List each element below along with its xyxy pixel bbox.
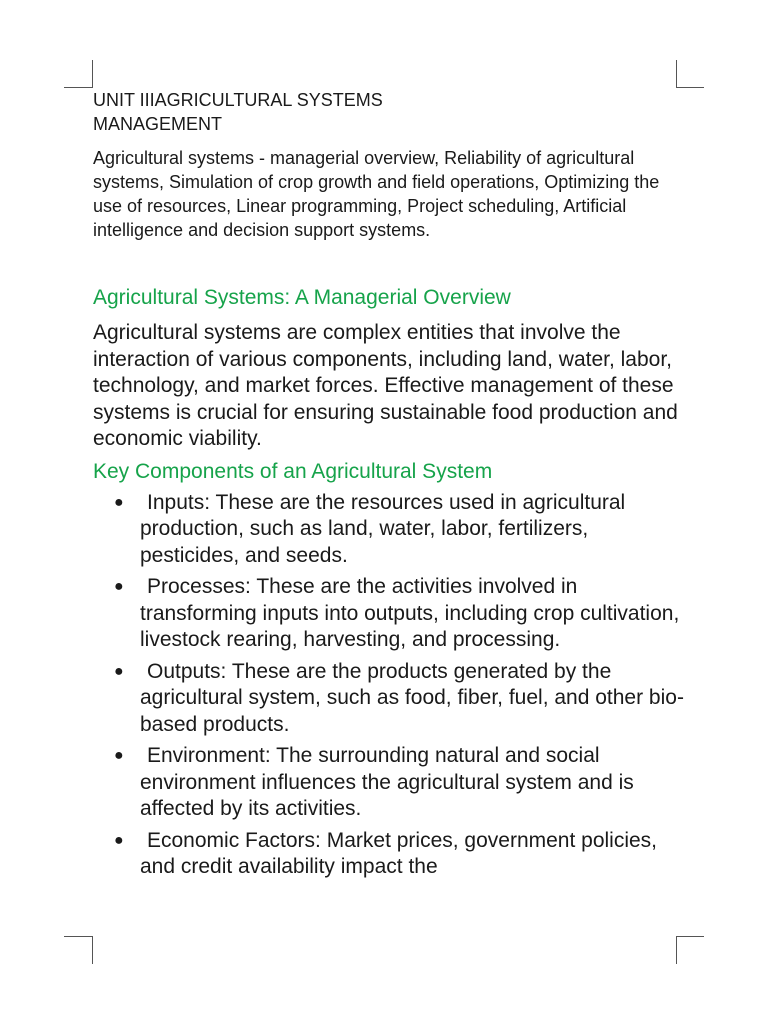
list-item-text: Inputs: These are the resources used in agricultural production, such as land, water, labor, fertilizers, pesticides, and seeds. bbox=[140, 490, 626, 567]
unit-title: UNIT IIIAGRICULTURAL SYSTEMS MANAGEMENT bbox=[93, 90, 383, 134]
page-content bbox=[93, 88, 693, 886]
list-item bbox=[93, 743, 693, 823]
bullet-icon: ● bbox=[114, 493, 124, 511]
list-item-text: Processes: These are the activities involved in transforming inputs into outputs, including crop cultivation, livestock rearing, harvesting, and processing. bbox=[140, 575, 680, 651]
crop-mark-top-right-vertical bbox=[676, 60, 677, 88]
crop-mark-top-left-vertical bbox=[92, 60, 93, 88]
crop-mark-bottom-right-horizontal bbox=[676, 936, 704, 937]
bullet-icon: ● bbox=[114, 747, 124, 764]
list-item bbox=[93, 659, 693, 739]
bullet-icon: ● bbox=[114, 662, 124, 680]
bullet-icon: ● bbox=[114, 578, 124, 595]
list-item bbox=[93, 490, 693, 570]
list-item-text: Environment: The surrounding natural and social environment influences the agricultural system and is affected by its activities. bbox=[140, 744, 634, 820]
crop-mark-top-left-horizontal bbox=[64, 87, 92, 88]
unit-summary: Agricultural systems - managerial overview, Reliability of agricultural systems, Simulation of crop growth and field operations, Optimizing the use of resources, Linear programming, Project scheduling, Artificial intelligence and decision support systems. bbox=[93, 148, 660, 240]
crop-mark-bottom-right-vertical bbox=[676, 936, 677, 964]
section-heading: Agricultural Systems: A Managerial Overview bbox=[93, 286, 511, 309]
crop-mark-bottom-left-horizontal bbox=[64, 936, 92, 937]
list-item bbox=[93, 574, 693, 654]
list-item-text: Outputs: These are the products generated by the agricultural system, such as food, fiber, fuel, and other bio-based products. bbox=[140, 659, 684, 736]
components-subheading: Key Components of an Agricultural System bbox=[93, 459, 493, 483]
bullet-icon: ● bbox=[114, 831, 124, 849]
list-item-text: Economic Factors: Market prices, government policies, and credit availability impact the bbox=[140, 828, 658, 878]
components-list bbox=[93, 490, 693, 881]
crop-mark-bottom-left-vertical bbox=[92, 936, 93, 964]
list-item bbox=[93, 828, 693, 881]
intro-paragraph: Agricultural systems are complex entities that involve the interaction of various components, including land, water, labor, technology, and market forces. Effective management of these systems is crucial for ensuring sustainable food production and economic viability. bbox=[93, 321, 678, 450]
